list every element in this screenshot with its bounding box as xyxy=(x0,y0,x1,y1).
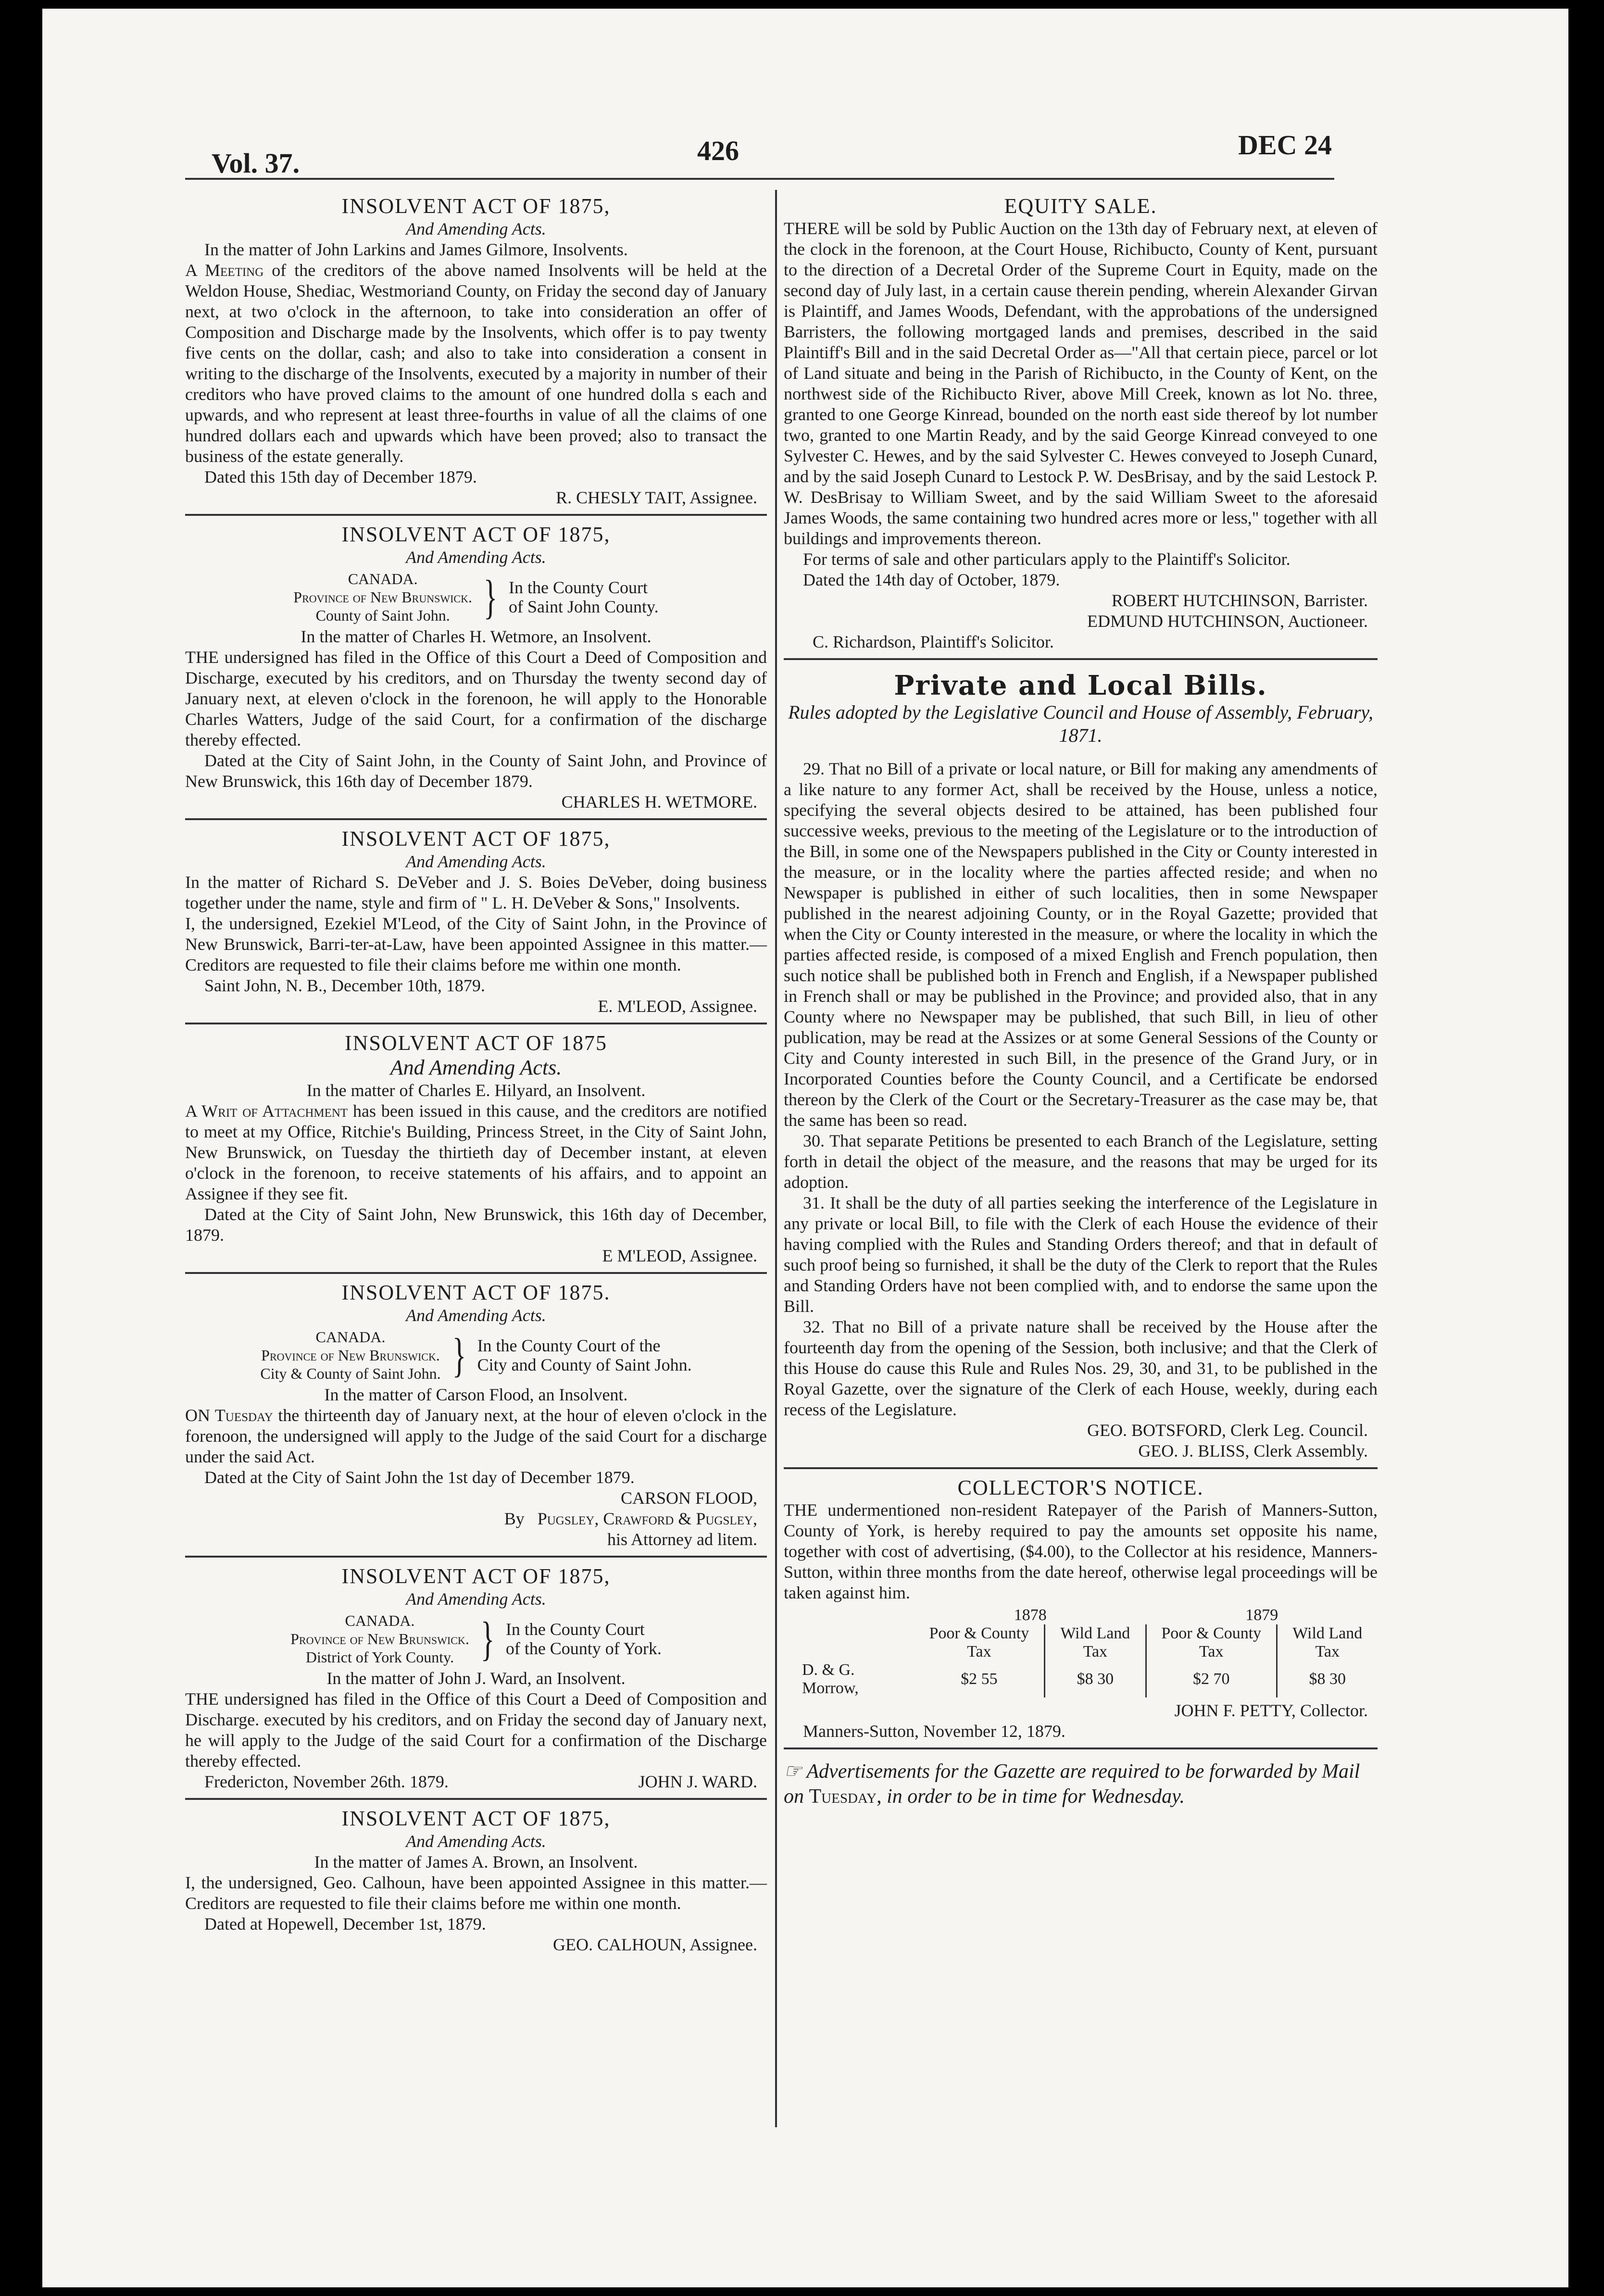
attorney-role: his Attorney ad litem. xyxy=(607,1530,757,1549)
court-name-2: of the County of York. xyxy=(505,1639,662,1658)
attorney-line: By Pugsley, Crawford & Pugsley, xyxy=(504,1509,757,1528)
notice-dated: Dated at Hopewell, December 1st, 1879. xyxy=(204,1914,486,1934)
notice-title: EQUITY SALE. xyxy=(1004,194,1157,218)
court-caption xyxy=(185,1328,767,1383)
column-header: Poor & County Tax xyxy=(929,1624,1029,1660)
rule-30: 30. That separate Petitions be presented to each Branch of the Legislature, setting forth in detail the object of the measure, and the reasons that may be urged for its adoption. xyxy=(784,1131,1378,1192)
notice-dated: Manners-Sutton, November 12, 1879. xyxy=(803,1722,1065,1741)
county-label: County of Saint John. xyxy=(315,607,450,624)
notice-flood xyxy=(185,1274,767,1558)
issue-date: DEC 24 xyxy=(1238,129,1332,161)
court-name: In the County Court of the xyxy=(477,1336,661,1355)
page-header xyxy=(168,115,1332,179)
year-1879: 1879 xyxy=(1245,1606,1278,1624)
notice-larkins xyxy=(185,187,767,516)
notice-signature: E. M'LEOD, Assignee. xyxy=(598,997,757,1016)
notice-title: INSOLVENT ACT OF 1875 xyxy=(344,1031,608,1055)
right-column xyxy=(784,187,1378,1809)
notice-brown xyxy=(185,1800,767,1961)
notice-matter: In the matter of Carson Flood, an Insolvent. xyxy=(324,1385,628,1404)
notice-dated: Fredericton, November 26th. 1879. xyxy=(204,1772,449,1791)
notice-deveber xyxy=(185,820,767,1024)
notice-signature: R. CHESLY TAIT, Assignee. xyxy=(556,488,757,507)
notice-body: THE undersigned has filed in the Office of this Court a Deed of Composition and Discharge. executed by his creditors, and on Friday the second day of January next, he will apply to the Judge of the said Court for a confirmation of the Discharge thereby effected. xyxy=(185,1689,767,1771)
notice-title: INSOLVENT ACT OF 1875, xyxy=(341,1564,611,1588)
notice-body: I, the undersigned, Ezekiel M'Leod, of the City of Saint John, in the Province of New Brunswick, Barri-ter-at-Law, have been appointed Assignee in this matter.—Creditors are requested to file their claims before me within one month. xyxy=(185,914,767,974)
notice-hilyard xyxy=(185,1024,767,1274)
notice-body: A Writ of Attachment has been issued in this cause, and the creditors are notified to meet at my Office, Ritchie's Building, Princess Street, in the City of Saint John, New Brunswick, on Tuesday the thirtieth day of December instant, at eleven o'clock in the forenoon, to receive statements of his affairs, and to appoint an Assignee if they see fit. xyxy=(185,1101,767,1203)
notice-matter: In the matter of John J. Ward, an Insolvent. xyxy=(326,1669,626,1688)
column-header: Wild Land Tax xyxy=(1277,1624,1378,1661)
notice-title: INSOLVENT ACT OF 1875, xyxy=(341,523,611,546)
year-1878: 1878 xyxy=(1014,1606,1047,1624)
column-header: Wild Land Tax xyxy=(1044,1624,1146,1661)
volume-number: Vol. 37. xyxy=(212,148,300,179)
table-header-row xyxy=(798,1624,1378,1661)
notice-matter: In the matter of Charles E. Hilyard, an Insolvent. xyxy=(306,1081,646,1100)
notice-title: INSOLVENT ACT OF 1875, xyxy=(341,827,611,850)
notice-dated: Dated the 14th day of October, 1879. xyxy=(803,570,1060,589)
dated-row xyxy=(185,1772,767,1792)
ratepayer-name: D. & G. Morrow, xyxy=(802,1661,859,1697)
notice-signature: JOHN J. WARD. xyxy=(638,1772,757,1791)
province-label: Province of New Brunswick. xyxy=(293,588,472,606)
court-name: In the County Court xyxy=(509,578,648,597)
province-label: Province of New Brunswick. xyxy=(290,1630,469,1647)
notice-wetmore xyxy=(185,516,767,820)
notice-subtitle: And Amending Acts. xyxy=(406,1832,546,1851)
pointing-hand-icon: ☞ xyxy=(784,1760,802,1783)
section-title: Private and Local Bills. xyxy=(894,670,1267,701)
sale-terms: For terms of sale and other particulars apply to the Plaintiff's Solicitor. xyxy=(803,549,1291,569)
notice-dated: Dated at the City of Saint John, New Brunswick, this 16th day of December, 1879. xyxy=(185,1205,767,1245)
notice-subtitle: And Amending Acts. xyxy=(390,1056,562,1079)
notice-title: INSOLVENT ACT OF 1875. xyxy=(341,1281,611,1304)
notice-matter: In the matter of James A. Brown, an Insolvent. xyxy=(314,1852,638,1872)
notice-matter: In the matter of Richard S. DeVeber and J. S. Boies DeVeber, doing business together under the name, style and firm of " L. H. DeVeber & Sons," Insolvents. xyxy=(185,873,767,912)
notice-body: ON Tuesday the thirteenth day of January next, at the hour of eleven o'clock in the forenoon, the undersigned will apply to the Judge of the said Court for a discharge under the said Act. xyxy=(185,1406,767,1466)
notice-body: THERE will be sold by Public Auction on the 13th day of February next, at eleven of the clock in the forenoon, at the Court House, Richibucto, County of Kent, pursuant to the direction of a Decretal Order of the Supreme Court in Equity, made on the second day of July last, in a certain cause therein pending, wherein Alexander Girvan is Plaintiff, and James Woods, Defendant, with the approbations of the undersigned Barristers, the following mortgaged lands and premises, described in the said Plaintiff's Bill and in the said Decretal Order as—"All that certain piece, parcel or lot of Land situate and being in the Parish of Richibucto, in the County of Kent, on the northwest side of the Richibucto River, above Mill Creek, known as lot No. three, granted to one George Kinread, bounded on the north east side thereof by lot number two, granted to one Martin Ready, and by the said George Kinread conveyed to one Sylvester C. Hewes, and by the said Sylvester C. Hewes conveyed to Joseph Cunard, and by the said Joseph Cunard to Lestock P. W. DesBrisay, and by the said Lestock P. W. DesBrisay to William Sweet, and by the said William Sweet to the aforesaid James Woods, the same containing two hundred acres more or less," together with all buildings and improvements thereon. xyxy=(784,219,1378,548)
notice-dated: Dated at the City of Saint John, in the County of Saint John, and Province of New Brunswick, this 16th day of December 1879. xyxy=(185,751,767,791)
header-rule xyxy=(185,178,1334,180)
notice-body: THE undersigned has filed in the Office of this Court a Deed of Composition and Discharge, executed by his creditors, and on Thursday the twenty second day of January next, at eleven o'clock in the forenoon, he will apply to the Honorable Charles Watters, Judge of the said Court, for a confirmation of the discharge thereby effected. xyxy=(185,648,767,749)
country-label: CANADA. xyxy=(345,1612,415,1629)
rule-31: 31. It shall be the duty of all parties seeking the interference of the Legislature in any private or local Bill, to file with the Clerk of each House the evidence of their having complied with the Rules and Standing Orders thereof; and that in default of such proof being so furnished, it shall be the duty of the Clerk to report that the Rules and Standing Orders have not been complied with, and to endorse the same upon the Bill. xyxy=(784,1193,1378,1316)
country-label: CANADA. xyxy=(348,570,418,587)
equity-sale xyxy=(784,187,1378,660)
assembly-clerk-signature: GEO. J. BLISS, Clerk Assembly. xyxy=(1138,1441,1368,1460)
notice-matter: In the matter of John Larkins and James Gilmore, Insolvents. xyxy=(204,240,628,259)
brace-glyph: } xyxy=(480,1612,495,1665)
notice-ward xyxy=(185,1558,767,1800)
table-year-row xyxy=(798,1606,1378,1624)
county-label: City & County of Saint John. xyxy=(260,1365,441,1382)
barrister-signature: ROBERT HUTCHINSON, Barrister. xyxy=(1111,591,1368,610)
private-local-bills xyxy=(784,660,1378,1469)
notice-signature: CHARLES H. WETMORE. xyxy=(561,792,757,811)
tax-cell: $8 30 xyxy=(1044,1661,1146,1697)
province-label: Province of New Brunswick. xyxy=(261,1347,440,1364)
notice-signature: GEO. CALHOUN, Assignee. xyxy=(553,1935,757,1954)
court-name-2: City and County of Saint John. xyxy=(477,1355,692,1374)
notice-title: INSOLVENT ACT OF 1875, xyxy=(341,1807,611,1830)
tax-cell: $2 70 xyxy=(1146,1661,1277,1697)
notice-subtitle: And Amending Acts. xyxy=(406,852,546,871)
page-number: 426 xyxy=(697,135,739,166)
notice-dated: Saint John, N. B., December 10th, 1879. xyxy=(204,976,485,995)
notice-body: THE undermentioned non-resident Ratepayer of the Parish of Manners-Sutton, County of York, is hereby required to pay the amounts set opposite his name, together with cost of advertising, ($4.00), to the Collector at his residence, Manners-Sutton, within three months from the date hereof, otherwise legal proceedings will be taken against him. xyxy=(784,1500,1378,1602)
column-divider xyxy=(775,190,777,2127)
notice-dated: Dated this 15th day of December 1879. xyxy=(204,467,477,487)
notice-body: A Meeting of the creditors of the above named Insolvents will be held at the Weldon House, Shediac, Westmoriand County, on Friday the second day of January next, at two o'clock in the afternoon, to take into consideration an offer of Composition and Discharge made by the Insolvents, which offer is to pay twenty five cents on the dollar, cash; and also to take into consideration a consent in writing to the discharge of the Insolvents, executed by a majority in number of their creditors who have proved claims to the amount of one hundred dolla s each and upwards, and who represent at least three-fourths in value of all the claims of one hundred dollars each and upwards which have been proved; also to transact the business of the estate generally. xyxy=(185,261,767,466)
notice-signature: JOHN F. PETTY, Collector. xyxy=(1174,1701,1368,1720)
notice-title: COLLECTOR'S NOTICE. xyxy=(957,1476,1204,1499)
brace-glyph: } xyxy=(452,1328,466,1382)
table-row xyxy=(798,1661,1378,1697)
notice-body: I, the undersigned, Geo. Calhoun, have been appointed Assignee in this matter.—Creditors are requested to file their claims before me within one month. xyxy=(185,1873,767,1913)
county-label: District of York County. xyxy=(305,1648,454,1666)
court-name: In the County Court xyxy=(505,1620,645,1639)
auctioneer-signature: EDMUND HUTCHINSON, Auctioneer. xyxy=(1087,611,1368,631)
notice-subtitle: And Amending Acts. xyxy=(406,1306,546,1325)
notice-subtitle: And Amending Acts. xyxy=(406,219,546,238)
notice-subtitle: And Amending Acts. xyxy=(406,1589,546,1609)
notice-subtitle: And Amending Acts. xyxy=(406,548,546,567)
rule-32: 32. That no Bill of a private nature shall be received by the House after the fourteenth day from the opening of the Session, both inclusive; and that the Clerk of this House do cause this Rule and Rules Nos. 29, 30, and 31, to be published in the Royal Gazette, over the signature of the Clerk of each House, weekly, during each recess of the Legislature. xyxy=(784,1317,1378,1419)
rules-subtitle: Rules adopted by the Legislative Council and House of Assembly, February, 1871. xyxy=(788,701,1373,746)
solicitor-signature: C. Richardson, Plaintiff's Solicitor. xyxy=(813,632,1054,651)
advertising-notice: ☞ Advertisements for the Gazette are required to be forwarded by Mail on Tuesday, in order to be in time for Wednesday. xyxy=(784,1760,1360,1808)
notice-title: INSOLVENT ACT OF 1875, xyxy=(341,194,611,218)
court-name-2: of Saint John County. xyxy=(509,597,659,616)
rule-29: 29. That no Bill of a private or local nature, or Bill for making any amendments of a like nature to any former Act, shall be received by the House, unless a notice, specifying the several objects desired to be attained, has been published four successive weeks, previous to the meeting of the Legislature or to the introduction of the Bill, in some one of the Newspapers published in the City or County interested in the measure, or in the locality where the parties affected reside; and when no Newspaper is published in either of such localities, then in some Newspaper published in the nearest adjoining County, or in the Royal Gazette; provided that when the City or County interested in the measure, or where the locality in which the parties affected reside, is composed of a mixed English and French population, then such notice shall be published both in French and English, if a Newspaper published in French shall or may be published in the Province; and provided also, that in any County where no Newspaper may be published, that such Bill, in lieu of other publication, may be read at the Assizes or at some General Sessions of the County or City and County interested in such Bill, in the presence of the Grand Jury, or in Incorporated Counties before the County Council, and a Certificate be endorsed thereon by the Clerk of the Court or the Secretary-Treasurer as the case may be, that the same has been so read. xyxy=(784,759,1378,1130)
notice-signature: CARSON FLOOD, xyxy=(620,1488,757,1508)
tax-table xyxy=(798,1606,1378,1697)
council-clerk-signature: GEO. BOTSFORD, Clerk Leg. Council. xyxy=(1087,1421,1368,1440)
notice-dated: Dated at the City of Saint John the 1st day of December 1879. xyxy=(204,1468,635,1487)
country-label: CANADA. xyxy=(315,1328,386,1346)
tax-cell: $8 30 xyxy=(1277,1661,1378,1697)
court-caption xyxy=(185,570,767,624)
brace-glyph: } xyxy=(483,570,498,624)
column-header: Poor & County Tax xyxy=(1146,1624,1277,1661)
notice-matter: In the matter of Charles H. Wetmore, an Insolvent. xyxy=(301,627,652,646)
tax-cell: $2 55 xyxy=(961,1670,998,1688)
left-column xyxy=(185,187,767,1961)
court-caption xyxy=(185,1611,767,1666)
notice-signature: E M'LEOD, Assignee. xyxy=(602,1246,757,1265)
collectors-notice xyxy=(784,1469,1378,1749)
